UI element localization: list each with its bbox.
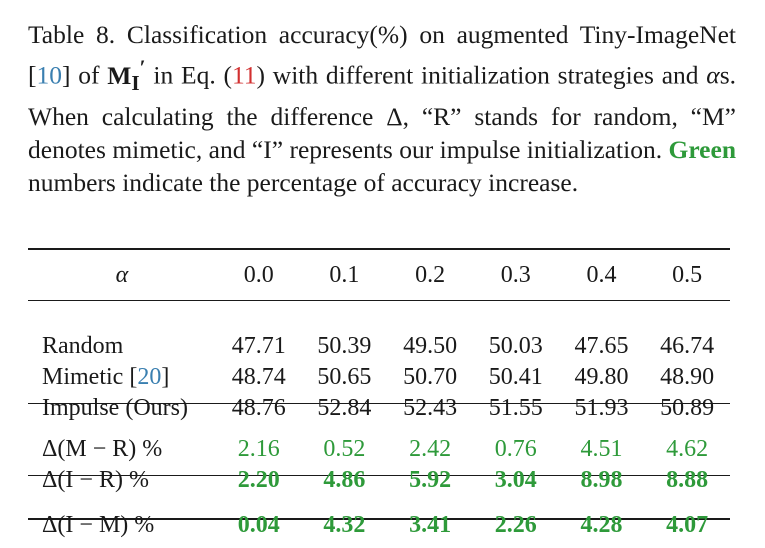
cell: 48.76: [231, 395, 286, 421]
cell: 49.80: [574, 364, 629, 390]
cell: 51.93: [574, 395, 629, 421]
caption-text: numbers indicate the percentage of accuracy increase.: [28, 167, 579, 197]
cell: 50.70: [403, 364, 458, 390]
cell: 48.90: [660, 364, 715, 390]
cell-green: 4.51: [580, 436, 623, 462]
cell-green: 2.16: [237, 436, 280, 462]
cell: 46.74: [660, 333, 715, 359]
cell-green-bold: 8.98: [580, 467, 623, 493]
cell: 48.74: [231, 364, 286, 390]
cell-green-bold: 4.32: [323, 512, 366, 538]
table-row-diff-i-r: [28, 465, 730, 496]
row-label: Impulse (Ours): [42, 395, 188, 421]
caption-text: s. When calculating the difference Δ, “R” stands for random, “M” denotes mimetic, and “I” represents our impulse initialization.: [28, 60, 736, 164]
col-header: 0.5: [672, 261, 703, 288]
row-label: Mimetic [20]: [42, 364, 170, 390]
col-header: 0.1: [329, 261, 360, 288]
header-row: [28, 250, 730, 300]
cell: 52.43: [403, 395, 458, 421]
citation-link-20[interactable]: 20: [137, 364, 162, 390]
citation-link-10[interactable]: 10: [36, 60, 62, 90]
cell-green-bold: 2.20: [237, 467, 280, 493]
table-row-diff-i-m: [28, 510, 730, 541]
row-label: Δ(I − R) %: [42, 467, 149, 493]
cell: 50.65: [317, 364, 372, 390]
table-row-mimetic: [28, 362, 730, 393]
cell: 47.71: [231, 333, 286, 359]
cell-green: 0.76: [494, 436, 537, 462]
cell-green-bold: 3.41: [409, 512, 452, 538]
cell: 49.50: [403, 333, 458, 359]
table-row-impulse: [28, 393, 730, 424]
table-caption: [28, 18, 736, 199]
col-header: 0.2: [415, 261, 446, 288]
caption-text: in Eq. (: [145, 60, 232, 90]
row-label: Δ(I − M) %: [42, 512, 155, 538]
cell: 50.89: [660, 395, 715, 421]
cell: 51.55: [488, 395, 543, 421]
cell-green: 2.42: [409, 436, 452, 462]
equation-link-11[interactable]: 11: [231, 60, 257, 90]
cell: 50.39: [317, 333, 372, 359]
col-header: 0.4: [586, 261, 617, 288]
row-label: Δ(M − R) %: [42, 436, 163, 462]
table-row-diff-m-r: [28, 434, 730, 465]
cell-green-bold: 4.28: [580, 512, 623, 538]
cell: 50.03: [488, 333, 543, 359]
row-label: Random: [42, 333, 124, 359]
cell-green: 4.62: [666, 436, 709, 462]
accuracy-table: [28, 250, 730, 541]
cell: 50.41: [488, 364, 543, 390]
cell-green-bold: 5.92: [409, 467, 452, 493]
cell-green-bold: 0.04: [237, 512, 280, 538]
caption-text: ] of: [62, 60, 108, 90]
matrix-symbol: $M_I'$: [107, 55, 146, 95]
cell-green-bold: 3.04: [494, 467, 537, 493]
cell-green-bold: 4.86: [323, 467, 366, 493]
alpha-symbol: α: [706, 60, 720, 90]
cell-green-bold: 2.26: [494, 512, 537, 538]
alpha-header: α: [115, 261, 129, 288]
table-row-random: [28, 331, 730, 362]
cell-green-bold: 4.07: [666, 512, 709, 538]
col-header: 0.3: [500, 261, 531, 288]
cell-green: 0.52: [323, 436, 366, 462]
caption-text: ) with different initialization strategies and: [256, 60, 707, 90]
cell-green-bold: 8.88: [666, 467, 709, 493]
cell: 52.84: [317, 395, 372, 421]
cell: 47.65: [574, 333, 629, 359]
green-highlight-word: Green: [668, 134, 736, 164]
col-header: 0.0: [243, 261, 274, 288]
caption-text: Table 8. Classification accuracy(%) on augmented Tiny-ImageNet [: [28, 20, 736, 90]
